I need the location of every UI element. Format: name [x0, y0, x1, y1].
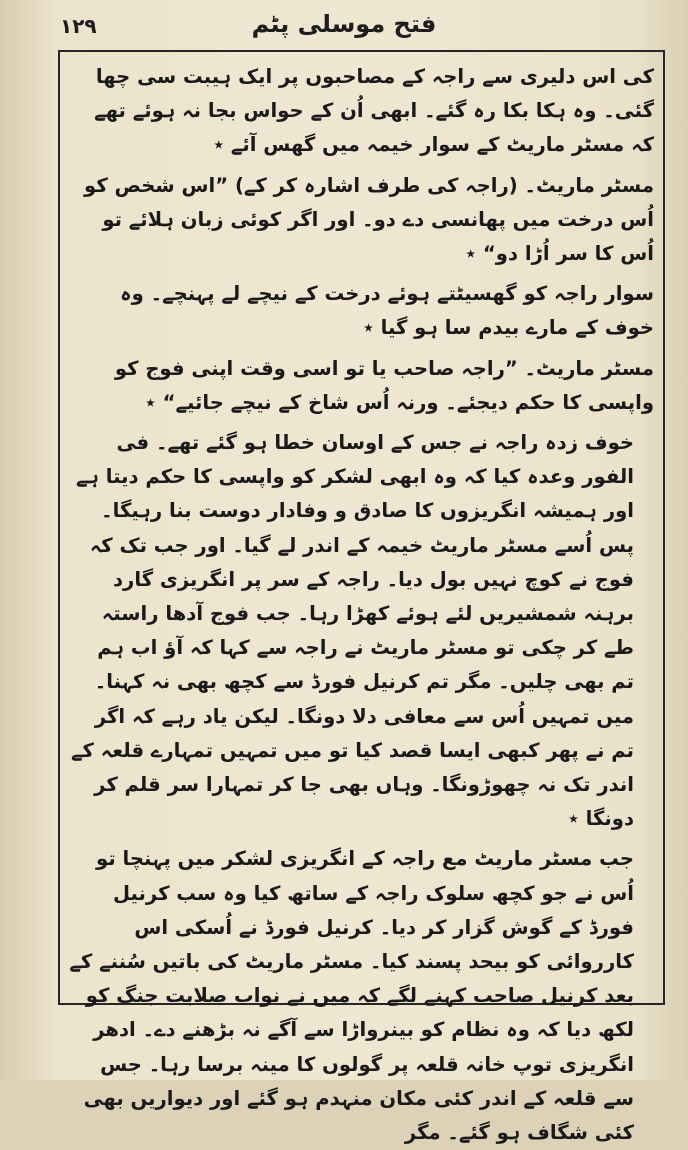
paragraph: مسٹر ماریٹ۔ ”راجہ صاحب یا تو اسی وقت اپنی فوج کو واپسی کا حکم دیجئے۔ ورنہ اُس شاخ کے نیچے جائیے“ ٭: [114, 356, 654, 414]
paragraph: کی اس دلیری سے راجہ کے مصاحبوں پر ایک ہیبت سی چھا گئی۔ وہ ہکا بکا رہ گئے۔ ابھی اُن کے حواس بجا نہ ہوئے تھے کہ مسٹر ماریٹ کے سوار خیمہ میں گھس آئے ٭: [94, 65, 654, 157]
paragraph: سوار راجہ کو گھسیٹتے ہوئے درخت کے نیچے لے پہنچے۔ وہ خوف کے مارے بیدم سا ہو گیا ٭: [120, 282, 654, 340]
page-number: ۱۲۹: [60, 14, 97, 38]
paragraph: مسٹر ماریٹ۔ (راجہ کی طرف اشارہ کر کے) ”اس شخص کو اُس درخت میں پھانسی دے دو۔ اور اگر کوئی زبان ہلائے تو اُس کا سر اُڑا دو“ ٭: [84, 173, 654, 266]
body-text: [62, 60, 662, 1150]
paragraph: جب مسٹر ماریٹ مع راجہ کے انگریزی لشکر میں پہنچا تو اُس نے جو کچھ سلوک راجہ کے ساتھ کیا وہ سب کرنیل فورڈ کے گوش گزار کر دیا۔ کرنیل فورڈ نے اُسکی اس کارروائی کو بیحد پسند کیا۔ مسٹر ماریٹ کی باتیں سُننے کے بعد کرنیل صاحب کہنے لگے کہ میں نے نواب صلابت جنگ کو لکھ دیا کہ وہ نظام کو بینرواڑا سے آگے نہ بڑھنے دے۔ ادھر انگریزی توپ خانہ قلعہ پر گولوں کا مینہ برسا رہا۔ جس سے قلعہ کے اندر کئی مکان منہدم ہو گئے اور دیواریں بھی کئی شگاف ہو گئے۔ مگر: [69, 847, 634, 1145]
page-header: [0, 0, 688, 50]
running-title: فتح موسلی پٹم: [251, 10, 437, 38]
paragraph: خوف زدہ راجہ نے جس کے اوسان خطا ہو گئے تھے۔ فی الفور وعدہ کیا کہ وہ ابھی لشکر کو واپسی کا حکم دیتا ہے اور ہمیشہ انگریزوں کا صادق و وفادار دوست بنا رہیگا۔ پس اُسے مسٹر ماریٹ خیمہ کے اندر لے گیا۔ اور جب تک کہ فوج نے کوچ نہیں بول دیا۔ راجہ کے سر پر انگریزی گارد برہنہ شمشیریں لئے ہوئے کھڑا رہا۔ جب فوج آدھا راستہ طے کر چکی تو مسٹر ماریٹ نے راجہ سے کہا کہ آؤ اب ہم تم بھی چلیں۔ مگر تم کرنیل فورڈ سے کچھ بھی نہ کہنا۔ میں تمہیں اُس سے معافی دلا دونگا۔ لیکن یاد رہے کہ اگر تم نے پھر کبھی ایسا قصد کیا تو میں تمہیں تمہارے قلعہ کے اندر تک نہ چھوڑونگا۔ وہاں بھی جا کر تمہارا سر قلم کر دونگا ٭: [71, 431, 634, 831]
